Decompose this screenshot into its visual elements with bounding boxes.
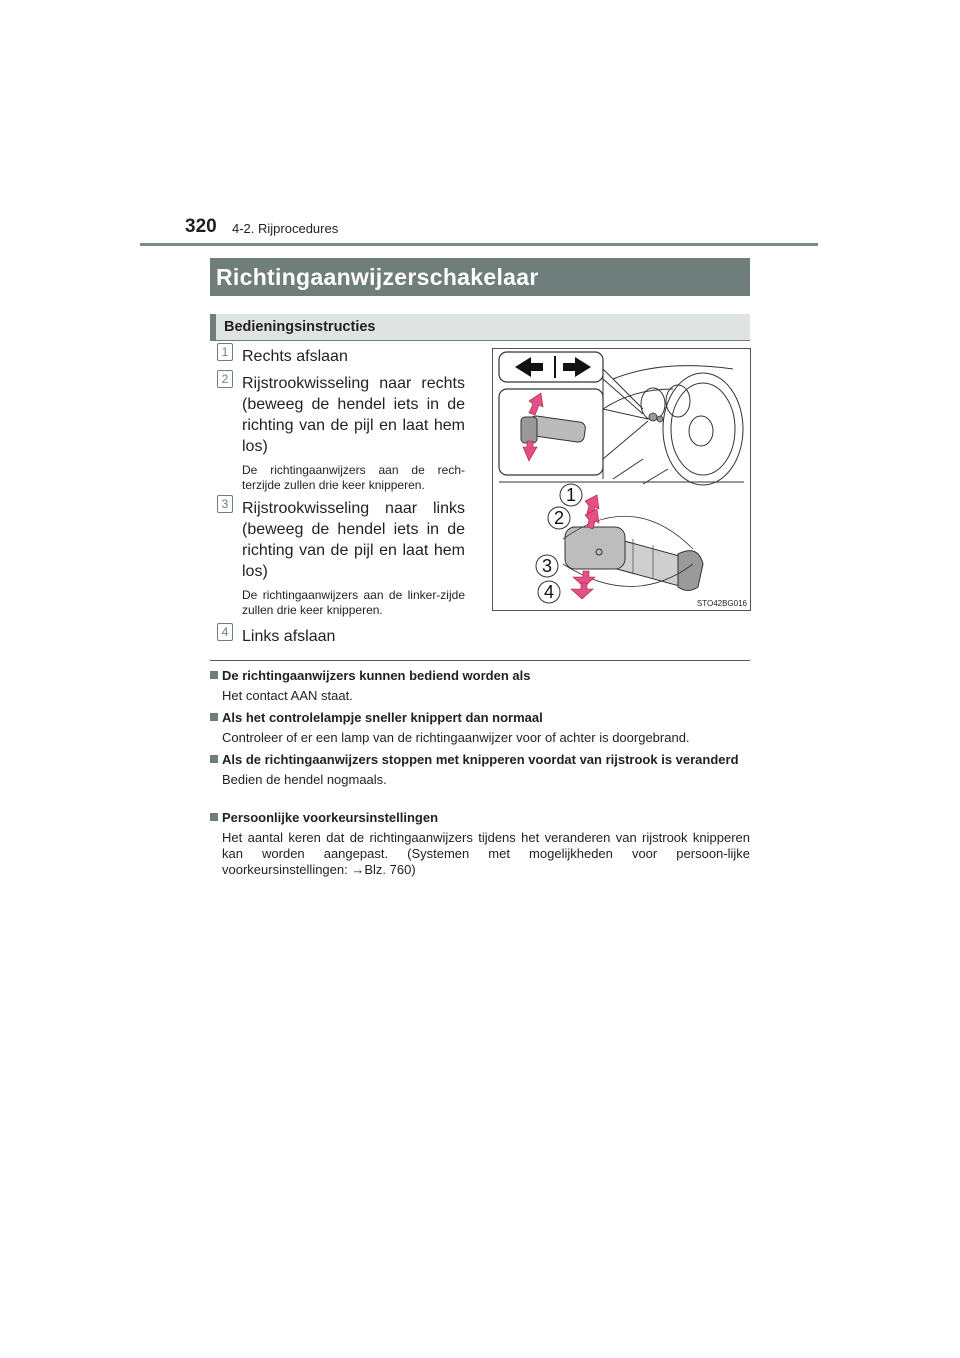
info-section-2 <box>210 710 750 746</box>
info-heading-1: De richtingaanwijzers kunnen bediend worden als <box>210 668 750 684</box>
square-bullet-icon <box>210 713 218 721</box>
callout-4: 4 <box>543 582 555 602</box>
arrow-4-icon <box>571 583 593 599</box>
page-number: 320 <box>185 216 217 237</box>
lever-sketch-small <box>649 413 663 422</box>
info-body-2: Controleer of er een lamp van de richtingaanwijzer voor of achter is doorgebrand. <box>222 730 690 745</box>
section-reference: 4-2. Rijprocedures <box>232 221 339 236</box>
info-heading-2: Als het controlelampje sneller knippert dan normaal <box>210 710 750 726</box>
subtitle: Bedieningsinstructies <box>224 319 376 335</box>
subtitle-bar <box>210 314 750 340</box>
info-body-1: Het contact AAN staat. <box>222 688 353 703</box>
turn-signal-lever-illustration <box>492 348 751 611</box>
step-note-2: De richtingaanwijzers aan de rech-terzijde zullen drie keer knipperen. <box>242 463 465 492</box>
step-number-1: 1 <box>217 343 233 361</box>
step-number-4: 4 <box>217 623 233 641</box>
page-title: Richtingaanwijzerschakelaar <box>216 264 539 290</box>
callout-2: 2 <box>553 508 565 528</box>
subtitle-divider <box>210 340 750 341</box>
callout-1: 1 <box>565 485 577 505</box>
square-bullet-icon <box>210 755 218 763</box>
page-title-bar <box>210 258 750 296</box>
info-section-1 <box>210 668 750 704</box>
info-section-3 <box>210 752 750 788</box>
step-text-3: Rijstrookwisseling naar links (beweeg de hendel iets in de richting van de pijl en laat hem los) <box>242 500 465 580</box>
square-bullet-icon <box>210 813 218 821</box>
info-heading-4: Persoonlijke voorkeursinstellingen <box>210 810 750 826</box>
steering-wheel-sketch <box>603 359 743 485</box>
info-heading-3: Als de richtingaanwijzers stoppen met knipperen voordat van rijstrook is veranderd <box>210 752 750 768</box>
info-section-4 <box>210 810 750 878</box>
info-body-3: Bedien de hendel nogmaals. <box>222 772 387 787</box>
step-note-3: De richtingaanwijzers aan de linker-zijde zullen drie keer knipperen. <box>242 588 465 617</box>
info-divider <box>210 660 750 661</box>
square-bullet-icon <box>210 671 218 679</box>
header-divider <box>140 243 818 246</box>
subtitle-accent <box>210 314 216 340</box>
step-number-3: 3 <box>217 495 233 513</box>
callout-3: 3 <box>541 556 553 576</box>
step-text-2: Rijstrookwisseling naar rechts (beweeg de hendel iets in de richting van de pijl en laat hem los) <box>242 375 465 455</box>
step-text-1: Rechts afslaan <box>242 348 348 365</box>
info-body-4: Het aantal keren dat de richtingaanwijzers tijdens het veranderen van rijstrook knipperen kan worden aangepast. (Systemen met mogelijkheden voor persoon-lijke voorkeursinstellingen: →Blz. 760) <box>222 830 750 877</box>
step-number-2: 2 <box>217 370 233 388</box>
step-text-4: Links afslaan <box>242 628 336 645</box>
figure-code: STO42BG016 <box>696 599 747 608</box>
